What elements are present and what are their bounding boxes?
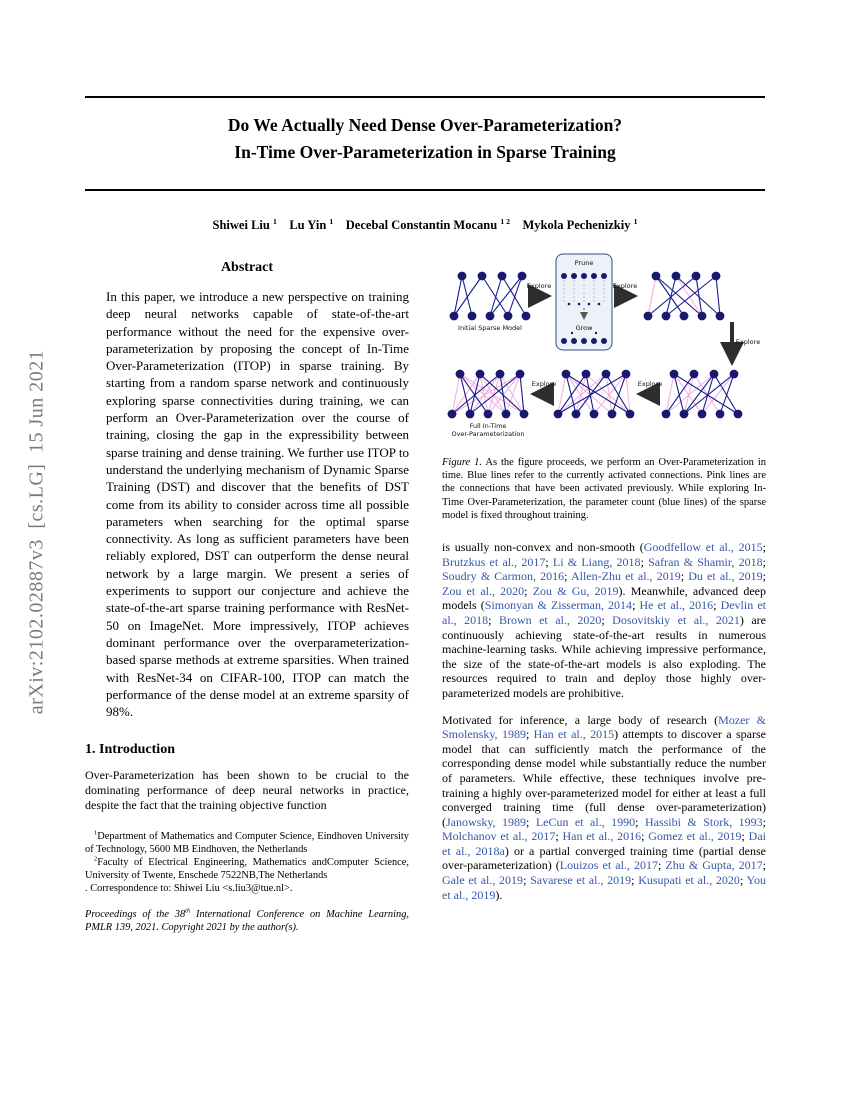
citation-link[interactable]: Zou et al., 2020 bbox=[442, 583, 525, 598]
full-itop-label-line2: Over-Parameterization bbox=[451, 430, 525, 438]
network-explored-2 bbox=[662, 370, 743, 419]
arxiv-stamp: arXiv:2102.02887v3 [cs.LG] 15 Jun 2021 bbox=[25, 349, 48, 715]
citation-link[interactable]: Gomez et al., 2019 bbox=[648, 829, 742, 844]
authors-line: Shiwei Liu $^1$ Lu Yin $^1$ Decebal Constantin Mocanu $^{1 2}$ Mykola Pechenizkiy $^1$ bbox=[212, 216, 638, 232]
citation-link[interactable]: Li & Liang, 2018 bbox=[552, 554, 641, 569]
citation-link[interactable]: Brutzkus et al., 2017 bbox=[442, 554, 546, 569]
abstract-text: In this paper, we introduce a new perspective on training deep neural networks capable of state-of-the-art performance without the need for the expensive over-parameterization by proposing the concept of In-Time Over-Parameterization (ITOP) in sparse training. By starting from a random sparse network and continuously exploring sparse connectivities during training, we can perform an Over-Parameterization over the course of training, closing the gap in the expressibility between sparse training and dense training. We further use ITOP to understand the underlying mechanism of Dynamic Sparse Training (DST) and discover that the benefits of DST come from its ability to consider across time all possible parameters when searching for the optimal sparse connectivity. As long as sufficient parameters have been reliably explored, DST can outperform the dense neural network by a large margin. We present a series of experiments to support our conjecture and achieve the state-of-the-art sparse training performance with ResNet-50 on ImageNet. More impressively, ITOP achieves dominant performance over the overparameterization-based sparse methods at extreme sparsities. When trained with ResNet-34 on CIFAR-100, ITOP can match the performance of the dense model at an extreme sparsity of 98%. bbox=[106, 289, 409, 720]
citation-link[interactable]: Louizos et al., 2017 bbox=[559, 858, 658, 873]
explore-label-3: Explore bbox=[735, 338, 761, 346]
prune-label: Prune bbox=[574, 259, 594, 267]
full-itop-label-line1: Full In-Time bbox=[469, 422, 507, 430]
explore-label-1: Explore bbox=[526, 282, 552, 290]
footnote-1: $^1$Department of Mathematics and Computer Science, Eindhoven University of Technology, 5600 MB Eindhoven, the Netherlands bbox=[85, 829, 409, 856]
citation-link[interactable]: Molchanov et al., 2017 bbox=[442, 829, 556, 844]
citation-link[interactable]: You et al., 2019 bbox=[442, 873, 766, 902]
citation-link[interactable]: Allen-Zhu et al., 2019 bbox=[570, 569, 681, 584]
network-full-itop bbox=[448, 370, 529, 419]
citation-link[interactable]: Janowsky, 1989 bbox=[446, 814, 527, 829]
network-initial-sparse bbox=[450, 272, 531, 321]
citation-link[interactable]: Safran & Shamir, 2018 bbox=[648, 554, 763, 569]
citation-link[interactable]: Han et al., 2015 bbox=[533, 727, 615, 742]
citation-link[interactable]: Dosovitskiy et al., 2021 bbox=[612, 612, 740, 627]
footnotes-block bbox=[85, 830, 409, 895]
figure1-diagram bbox=[442, 252, 766, 442]
abstract-heading: Abstract bbox=[220, 260, 274, 275]
citation-link[interactable]: Zou & Gu, 2019 bbox=[532, 583, 619, 598]
citation-link[interactable]: Mozer & Smolensky, 1989 bbox=[442, 712, 767, 742]
citation-link[interactable]: Gale et al., 2019 bbox=[442, 873, 524, 888]
citation-link[interactable]: Brown et al., 2020 bbox=[498, 612, 602, 627]
network-explored-1 bbox=[644, 272, 725, 321]
citation-link[interactable]: He et al., 2016 bbox=[639, 598, 714, 613]
grow-label: Grow bbox=[575, 324, 593, 332]
footnote-correspondence: . Correspondence to: Shiwei Liu <s.liu3@tue.nl>. bbox=[85, 883, 293, 895]
footnote-2: $^2$Faculty of Electrical Engineering, Mathematics andComputer Science, University of Twente, Enschede 7522NB,The Netherlands bbox=[85, 855, 409, 882]
explore-label-2: Explore bbox=[612, 282, 638, 290]
initial-sparse-model-label: Initial Sparse Model bbox=[458, 324, 522, 332]
paper-title bbox=[85, 112, 765, 166]
explore-label-5: Explore bbox=[531, 380, 557, 388]
citation-link[interactable]: Han et al., 2016 bbox=[562, 829, 642, 844]
section-1-heading: 1. Introduction bbox=[85, 742, 175, 758]
citation-link[interactable]: Dai et al., 2018a bbox=[442, 829, 766, 858]
citation-link[interactable]: LeCun et al., 1990 bbox=[535, 814, 636, 829]
title-line-2: In-Time Over-Parameterization in Sparse Training bbox=[234, 142, 616, 162]
left-column bbox=[85, 260, 409, 934]
top-rule bbox=[85, 96, 765, 98]
citation-link[interactable]: Goodfellow et al., 2015 bbox=[643, 540, 763, 555]
citation-link[interactable]: Simonyan & Zisserman, 2014 bbox=[484, 598, 633, 613]
body-paragraph-2: Motivated for inference, a large body of research (Mozer & Smolensky, 1989; Han et al., 2015) attempts to discover a sparse model that can sufficiently match the performance of the corresponding dense model while substantially reduce the number of parameters. While effective, these techniques involve pre-training a highly over-parameterized model for either at least a full converged training time (full dense over-parameterization) (Janowsky, 1989; LeCun et al., 1990; Hassibi & Stork, 1993; Molchanov et al., 2017; Han et al., 2016; Gomez et al., 2019; Dai et al., 2018a) or a partial converged training time (partial dense over-parameterization) (Louizos et al., 2017; Zhu & Gupta, 2017; Gale et al., 2019; Savarese et al., 2019; Kusupati et al., 2020; You et al., 2019). bbox=[442, 712, 767, 902]
citation-link[interactable]: Du et al., 2019 bbox=[688, 569, 763, 584]
citation-link[interactable]: Savarese et al., 2019 bbox=[530, 873, 632, 888]
figure-caption: Figure 1. As the figure proceeds, we perform an Over-Parameterization in time. Blue lines refer to the currently activated connections. Pink lines are the connections that have been activated previously. While exploring In-Time Over-Parameterization, the parameter count (blue lines) of the sparse model is fixed throughout training. bbox=[442, 457, 766, 521]
title-line-1: Do We Actually Need Dense Over-Parameterization? bbox=[227, 115, 623, 135]
explore-label-4: Explore bbox=[637, 380, 663, 388]
citation-link[interactable]: Kusupati et al., 2020 bbox=[638, 873, 740, 888]
citation-link[interactable]: Hassibi & Stork, 1993 bbox=[644, 814, 763, 829]
citation-link[interactable]: Devlin et al., 2018 bbox=[442, 598, 766, 627]
copyright-notice: Proceedings of the 38th International Conference on Machine Learning, PMLR 139, 2021. Copyright 2021 by the author(s). bbox=[85, 907, 410, 934]
citation-link[interactable]: Zhu & Gupta, 2017 bbox=[665, 858, 763, 873]
right-column bbox=[442, 252, 766, 902]
body-paragraph-1: is usually non-convex and non-smooth (Goodfellow et al., 2015; Brutzkus et al., 2017; Li & Liang, 2018; Safran & Shamir, 2018; Soudry & Carmon, 2016; Allen-Zhu et al., 2019; Du et al., 2019; Zou et al., 2020; Zou & Gu, 2019). Meanwhile, advanced deep models (Simonyan & Zisserman, 2014; He et al., 2016; Devlin et al., 2018; Brown et al., 2020; Dosovitskiy et al., 2021) are continuously achieving state-of-the-art results in numerous machine-learning tasks. While achieving impressive performance, the size of the state-of-the-art models is also exploding. The resources required to train and deploy those highly over-parameterized models are prohibitive. bbox=[442, 540, 767, 700]
introduction-paragraph: Over-Parameterization has been shown to be crucial to the dominating performance of deep neural networks in practice, despite the fact that the training objective function bbox=[85, 768, 409, 812]
citation-link[interactable]: Soudry & Carmon, 2016 bbox=[442, 569, 565, 584]
network-explored-3 bbox=[554, 370, 635, 419]
title-rule bbox=[85, 189, 765, 191]
